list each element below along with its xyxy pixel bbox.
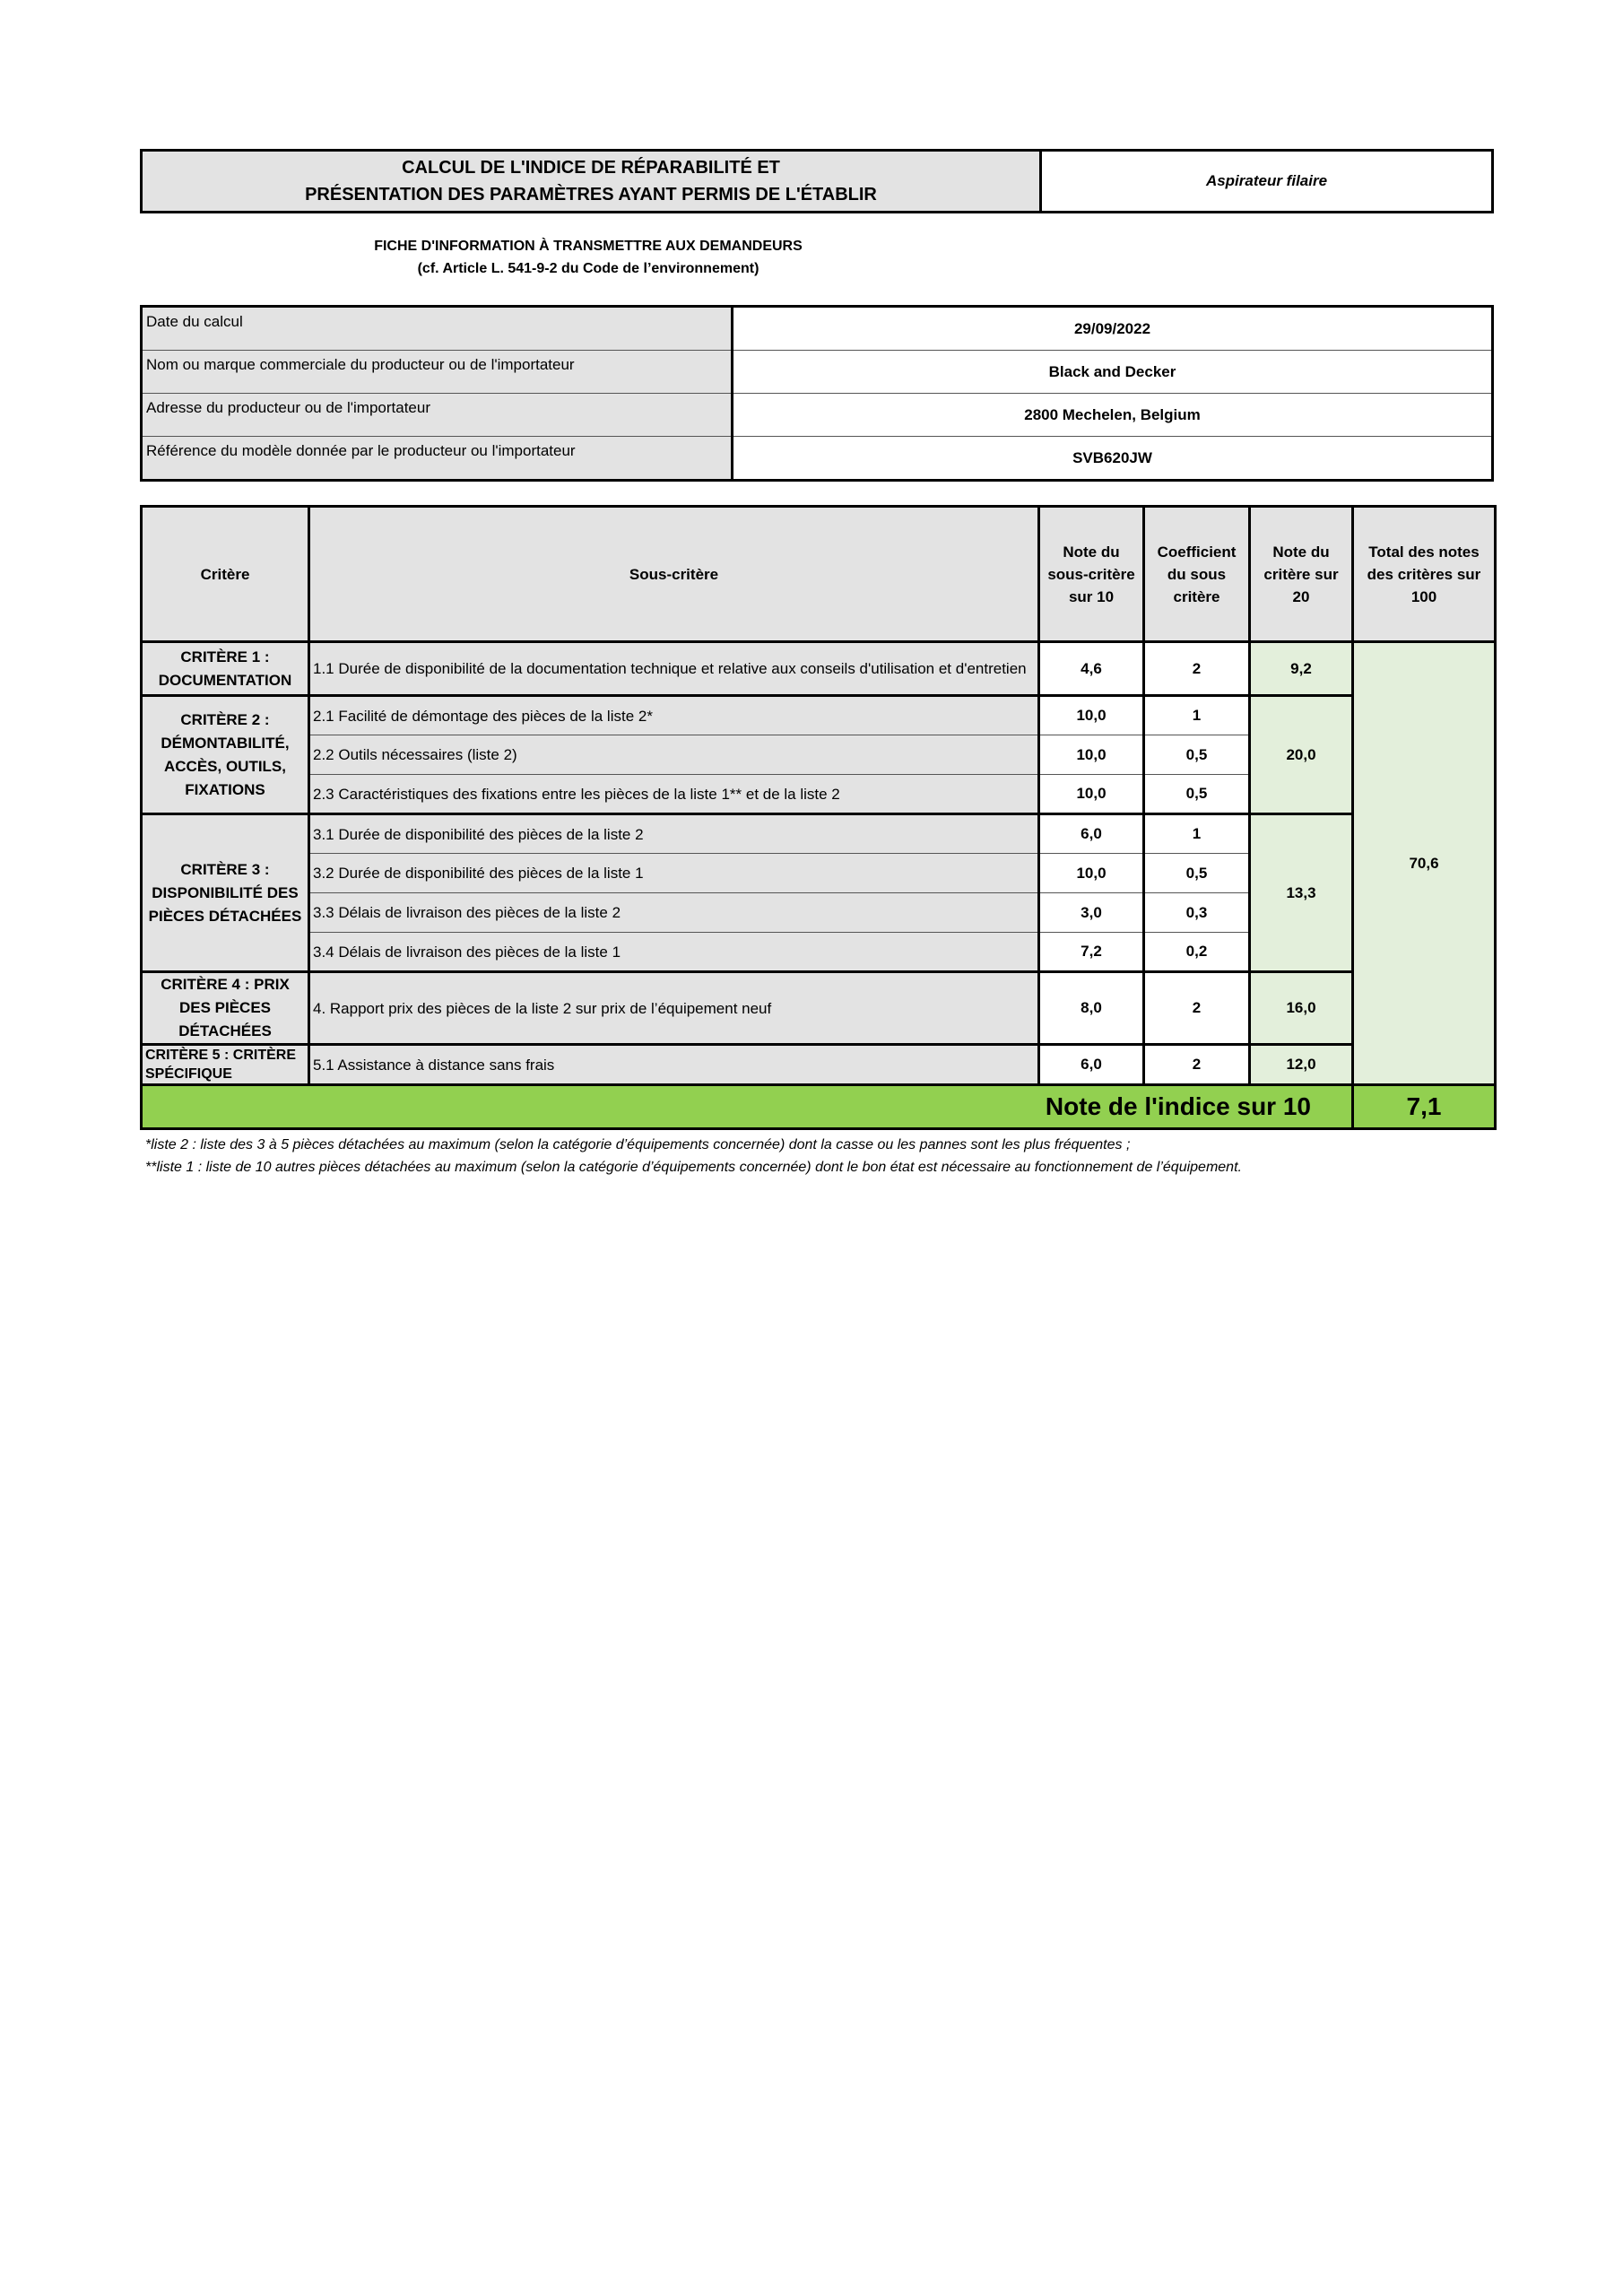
criterion-name: CRITÈRE 4 : PRIX DES PIÈCES DÉTACHÉES	[142, 972, 309, 1045]
info-row	[142, 437, 1493, 481]
info-label: Date du calcul	[142, 307, 733, 351]
criterion-note: 13,3	[1250, 814, 1353, 972]
sub-criterion-coef: 1	[1144, 696, 1250, 735]
sub-criterion-coef: 0,5	[1144, 775, 1250, 814]
header	[140, 149, 1494, 213]
sub-criterion-label: 3.3 Délais de livraison des pièces de la liste 2	[309, 893, 1039, 933]
info-value: 2800 Mechelen, Belgium	[733, 394, 1493, 437]
sub-criterion-score: 6,0	[1039, 1045, 1144, 1085]
criteria-table	[140, 505, 1497, 1130]
sub-criterion-label: 3.2 Durée de disponibilité des pièces de la liste 1	[309, 854, 1039, 893]
final-score-label: Note de l'indice sur 10	[142, 1085, 1353, 1129]
info-row	[142, 394, 1493, 437]
info-value: 29/09/2022	[733, 307, 1493, 351]
sub-criterion-label: 2.3 Caractéristiques des fixations entre les pièces de la liste 1** et de la liste 2	[309, 775, 1039, 814]
criterion-note: 20,0	[1250, 696, 1353, 814]
criterion-name: CRITÈRE 3 : DISPONIBILITÉ DES PIÈCES DÉTACHÉES	[142, 814, 309, 972]
col-critere: Critère	[142, 507, 309, 642]
table-row	[142, 972, 1496, 1045]
info-label: Référence du modèle donnée par le producteur ou l'importateur	[142, 437, 733, 481]
sub-criterion-score: 8,0	[1039, 972, 1144, 1045]
sub-criterion-score: 10,0	[1039, 775, 1144, 814]
footnotes	[140, 1134, 1494, 1178]
col-note-critere: Note du critère sur 20	[1250, 507, 1353, 642]
repairability-sheet	[140, 149, 1494, 1178]
sub-criterion-label: 3.1 Durée de disponibilité des pièces de la liste 2	[309, 814, 1039, 854]
criterion-note: 16,0	[1250, 972, 1353, 1045]
sub-criterion-score: 4,6	[1039, 642, 1144, 696]
info-row	[142, 351, 1493, 394]
col-note-sous-critere: Note du sous-critère sur 10	[1039, 507, 1144, 642]
final-score-row	[142, 1085, 1496, 1129]
criterion-name: CRITÈRE 5 : CRITÈRE SPÉCIFIQUE	[142, 1045, 309, 1085]
sub-criterion-score: 10,0	[1039, 696, 1144, 735]
sub-criterion-coef: 1	[1144, 814, 1250, 854]
sub-criterion-coef: 2	[1144, 972, 1250, 1045]
sub-criterion-score: 10,0	[1039, 854, 1144, 893]
sub-criterion-coef: 0,5	[1144, 854, 1250, 893]
sub-criterion-coef: 2	[1144, 1045, 1250, 1085]
sub-criterion-score: 6,0	[1039, 814, 1144, 854]
sub-criterion-coef: 0,5	[1144, 735, 1250, 775]
document-title: CALCUL DE L'INDICE DE RÉPARABILITÉ ET PRÉSENTATION DES PARAMÈTRES AYANT PERMIS DE L'ÉTABLIR	[143, 152, 1042, 211]
col-sous-critere: Sous-critère	[309, 507, 1039, 642]
col-total: Total des notes des critères sur 100	[1353, 507, 1496, 642]
sub-criterion-score: 7,2	[1039, 933, 1144, 972]
sub-criterion-label: 1.1 Durée de disponibilité de la documentation technique et relative aux conseils d'utilisation et d'entretien	[309, 642, 1039, 696]
total-score: 70,6	[1353, 642, 1496, 1085]
product-category: Aspirateur filaire	[1205, 172, 1328, 189]
criterion-name: CRITÈRE 2 : DÉMONTABILITÉ, ACCÈS, OUTILS, FIXATIONS	[142, 696, 309, 814]
info-row	[142, 307, 1493, 351]
sub-criterion-label: 4. Rapport prix des pièces de la liste 2 sur prix de l’équipement neuf	[309, 972, 1039, 1045]
info-label: Adresse du producteur ou de l'importateur	[142, 394, 733, 437]
footnote: **liste 1 : liste de 10 autres pièces détachées au maximum (selon la catégorie d’équipements concernée) dont le bon état est nécessaire au fonctionnement de l’équipement.	[145, 1160, 1242, 1175]
sub-criterion-coef: 2	[1144, 642, 1250, 696]
info-value: Black and Decker	[733, 351, 1493, 394]
sub-criterion-label: 3.4 Délais de livraison des pièces de la liste 1	[309, 933, 1039, 972]
sub-criterion-label: 2.2 Outils nécessaires (liste 2)	[309, 735, 1039, 775]
criteria-header-row	[142, 507, 1496, 642]
sub-criterion-coef: 0,2	[1144, 933, 1250, 972]
criterion-name: CRITÈRE 1 : DOCUMENTATION	[142, 642, 309, 696]
table-row	[142, 696, 1496, 735]
col-coefficient: Coefficient du sous critère	[1144, 507, 1250, 642]
sub-criterion-score: 10,0	[1039, 735, 1144, 775]
table-row	[142, 814, 1496, 854]
final-score-value: 7,1	[1353, 1085, 1496, 1129]
sub-criterion-score: 3,0	[1039, 893, 1144, 933]
sub-criterion-label: 5.1 Assistance à distance sans frais	[309, 1045, 1039, 1085]
fiche-subtitle: FICHE D'INFORMATION À TRANSMETTRE AUX DEMANDEURS (cf. Article L. 541-9-2 du Code de l’environnement)	[374, 239, 803, 276]
sub-criterion-coef: 0,3	[1144, 893, 1250, 933]
info-value: SVB620JW	[733, 437, 1493, 481]
sub-criterion-label: 2.1 Facilité de démontage des pièces de la liste 2*	[309, 696, 1039, 735]
footnote: *liste 2 : liste des 3 à 5 pièces détachées au maximum (selon la catégorie d’équipements concernée) dont la casse ou les pannes sont les plus fréquentes ;	[145, 1137, 1131, 1152]
criterion-note: 9,2	[1250, 642, 1353, 696]
criterion-note: 12,0	[1250, 1045, 1353, 1085]
info-table	[140, 305, 1494, 482]
info-label: Nom ou marque commerciale du producteur ou de l'importateur	[142, 351, 733, 394]
table-row	[142, 642, 1496, 696]
table-row	[142, 1045, 1496, 1085]
